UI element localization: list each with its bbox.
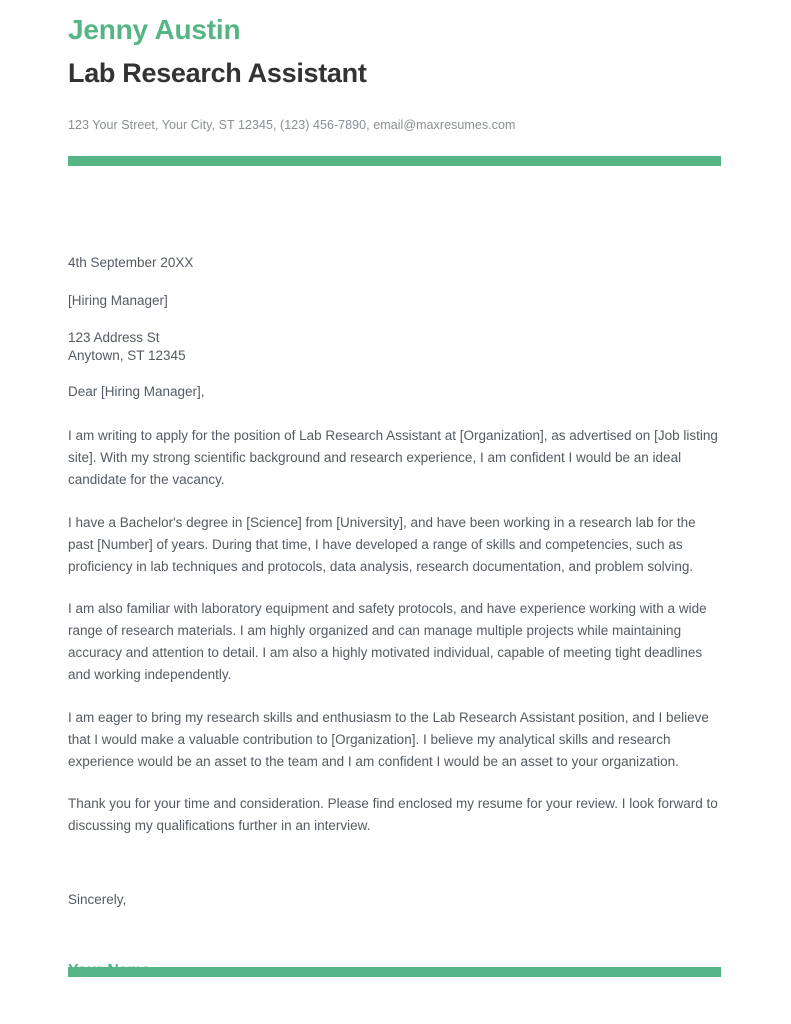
recipient-address [68, 329, 721, 365]
letter-body [68, 253, 721, 984]
body-paragraph-3: I am also familiar with laboratory equipment and safety protocols, and have experience working with a wide range of research materials. I am highly organized and can manage multiple projects while maintaining accuracy and attention to detail. I am also a highly motivated individual, capable of meeting tight deadlines and working independently. [68, 601, 707, 683]
recipient-name: [Hiring Manager] [68, 293, 168, 308]
body-paragraph-1: I am writing to apply for the position of Lab Research Assistant at [Organization], as advertised on [Job listing site]. With my strong scientific background and research experience, I am confident I would be an ideal candidate for the vacancy. [68, 428, 718, 487]
body-paragraph-4: I am eager to bring my research skills and enthusiasm to the Lab Research Assistant position, and I believe that I would make a valuable contribution to [Organization]. I believe my analytical skills and research experience would be an asset to the team and I am confident I would be an asset to your organization. [68, 709, 709, 769]
footer-divider-rule [68, 967, 721, 977]
address-line-1: 123 Address St [68, 329, 160, 345]
closing-line: Sincerely, [68, 892, 127, 908]
salutation: Dear [Hiring Manager], [68, 384, 205, 400]
applicant-name: Jenny Austin [68, 14, 241, 45]
body-paragraph-5: Thank you for your time and consideration. Please find enclosed my resume for your review. I look forward to discussing my qualifications further in an interview. [68, 796, 718, 834]
letter-content-column [68, 0, 721, 984]
letter-header [68, 0, 721, 134]
letter-date: 4th September 20XX [68, 255, 194, 271]
address-line-2: Anytown, ST 12345 [68, 348, 186, 364]
body-paragraph-2: I have a Bachelor's degree in [Science] from [University], and have been working in a research lab for the past [Number] of years. During that time, I have developed a range of skills and competencies, such as proficiency in lab techniques and protocols, data analysis, research documentation, and problem solving. [68, 514, 696, 574]
contact-info-line: 123 Your Street, Your City, ST 12345, (123) 456-7890, email@maxresumes.com [68, 117, 516, 132]
header-divider-rule [68, 156, 721, 166]
job-title: Lab Research Assistant [68, 58, 367, 89]
